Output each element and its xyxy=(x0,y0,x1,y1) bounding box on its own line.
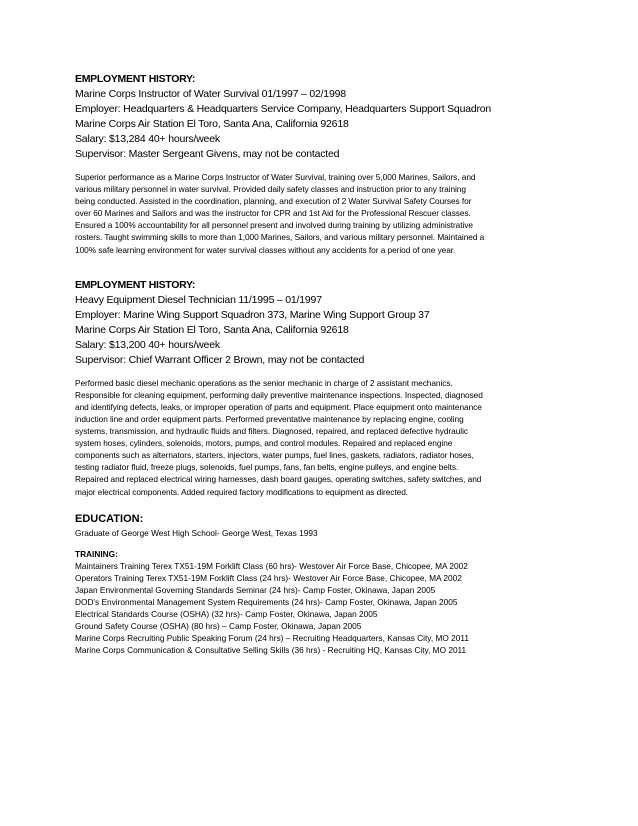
training-item: Japan Environmental Governing Standards Seminar (24 hrs)- Camp Foster, Okinawa, Japan 2005 xyxy=(75,584,436,595)
description-line: Superior performance as a Marine Corps Instructor of Water Survival, training over 5,000 Marines, Sailors, and xyxy=(75,172,476,182)
job-title: Heavy Equipment Diesel Technician 11/1995 – 01/1997 xyxy=(75,293,322,306)
description-line: induction line and order equipment parts. Performed preventative maintenance by replacing engine, cooling xyxy=(75,413,464,424)
job-supervisor: Supervisor: Chief Warrant Officer 2 Brown, may not be contacted xyxy=(75,353,365,366)
training-item: Operators Training Terex TX51-19M Forklift Class (24 hrs)- Westover Air Force Base, Chicopee, MA 2002 xyxy=(75,572,462,583)
description-line: testing radiator fluid, freeze plugs, solenoids, fuel pumps, fans, fan belts, engine pulleys, and engine belts. xyxy=(75,462,459,473)
training-heading: TRAINING: xyxy=(75,548,118,559)
description-line: Ensured a 100% accountability for all personnel present and involved during training by utilizing administrative xyxy=(75,220,473,231)
job-description xyxy=(75,171,555,256)
description-line: rosters. Taught swimming skills to more than 1,000 Marines, Sailors, and various military personnel. Maintained a xyxy=(75,232,485,243)
training-item: DOD's Environmental Management System Requirements (24 hrs)- Camp Foster, Okinawa, Japan 2005 xyxy=(75,597,458,608)
training-section xyxy=(75,548,555,657)
training-item: Maintainers Training Terex TX51-19M Forklift Class (60 hrs)- Westover Air Force Base, Chicopee, MA 2002 xyxy=(75,560,468,571)
education-section xyxy=(75,512,555,539)
job-employer: Employer: Marine Wing Support Squadron 373, Marine Wing Support Group 37 xyxy=(75,308,430,321)
job-title: Marine Corps Instructor of Water Survival 01/1997 – 02/1998 xyxy=(75,88,346,100)
job-salary: Salary: $13,200 40+ hours/week xyxy=(75,338,220,351)
description-line: being conducted. Assisted in the coordination, planning, and execution of 2 Water Survival Safety Courses for xyxy=(75,196,472,207)
description-line: and identifying defects, leaks, or improper operation of parts and equipment. Place equipment onto maintenance xyxy=(75,401,482,412)
employment-section-1 xyxy=(75,72,555,256)
description-line: various military personnel in water survival. Provided daily safety classes and instruction prior to any training xyxy=(75,184,466,195)
job-supervisor: Supervisor: Master Sergeant Givens, may not be contacted xyxy=(75,148,340,160)
description-line: systems, transmission, and hydraulic fluids and filters. Diagnosed, repaired, and replaced defective hydraulic xyxy=(75,426,468,437)
description-line: system hoses, cylinders, solenoids, motors, pumps, and control modules. Repaired and replaced engine xyxy=(75,438,453,449)
education-entry: Graduate of George West High School- George West, Texas 1993 xyxy=(75,527,318,538)
job-salary: Salary: $13,284 40+ hours/week xyxy=(75,133,220,145)
resume-page xyxy=(75,72,555,657)
job-description xyxy=(75,377,555,498)
employment-heading: EMPLOYMENT HISTORY: xyxy=(75,73,196,85)
description-line: Repaired and replaced electrical wiring harnesses, dash board gauges, operating switches, safety switches, and xyxy=(75,474,482,485)
description-line: Performed basic diesel mechanic operations as the senior mechanic in charge of 2 assistant mechanics. xyxy=(75,377,453,388)
description-line: major electrical components. Added required factory modifications to equipment as directed. xyxy=(75,486,409,497)
training-item: Electrical Standards Course (OSHA) (32 hrs)- Camp Foster, Okinawa, Japan 2005 xyxy=(75,609,378,620)
job-location: Marine Corps Air Station El Toro, Santa Ana, California 92618 xyxy=(75,323,349,336)
job-location: Marine Corps Air Station El Toro, Santa Ana, California 92618 xyxy=(75,118,349,130)
training-item: Marine Corps Recruiting Public Speaking Forum (24 hrs) – Recruiting Headquarters, Kansas City, MO 2011 xyxy=(75,633,469,644)
employment-section-2 xyxy=(75,278,555,498)
description-line: Responsible for cleaning equipment, performing daily preventive maintenance inspections. Inspected, diagnosed xyxy=(75,389,483,400)
training-item: Ground Safety Course (OSHA) (80 hrs) – Camp Foster, Okinawa, Japan 2005 xyxy=(75,621,362,632)
education-heading: EDUCATION: xyxy=(75,512,144,525)
training-item: Marine Corps Communication & Consultative Selling Skills (36 hrs) - Recruiting HQ, Kansas City, MO 2011 xyxy=(75,645,467,656)
description-line: 100% safe learning environment for water survival classes without any accidents for a period of one year. xyxy=(75,244,456,255)
description-line: over 60 Marines and Sailors and was the instructor for CPR and 1st Aid for the Professional Rescuer classes. xyxy=(75,208,471,219)
employment-heading: EMPLOYMENT HISTORY: xyxy=(75,278,196,291)
job-employer: Employer: Headquarters & Headquarters Service Company, Headquarters Support Squadron xyxy=(75,103,492,115)
description-line: components such as alternators, starters, injectors, water pumps, fuel lines, gaskets, radiators, radiator hoses, xyxy=(75,450,474,461)
